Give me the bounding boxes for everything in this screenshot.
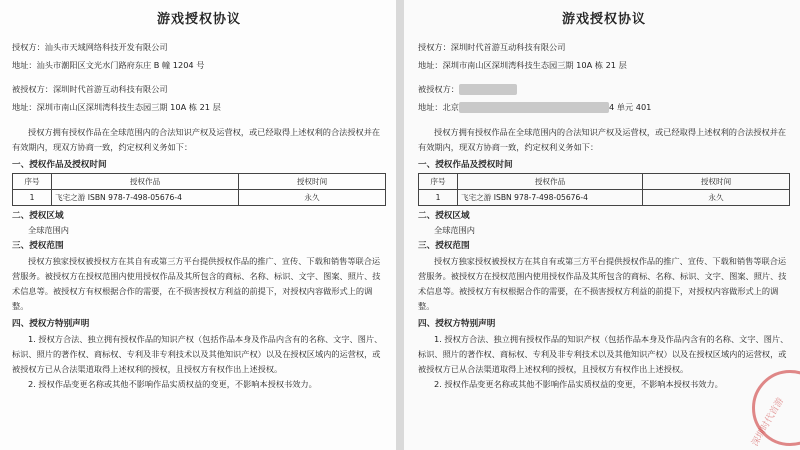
scope-paragraph: 授权方独家授权被授权方在其自有或第三方平台提供授权作品的推广、宣传、下载和销售等联合运营服务。被授权方在授权范围内使用授权作品及其所包含的商标、名称、标识、文字、图案、照片、技术信息等。被授权方有权根据合作的需要，在不损害授权方利益的前提下，对授权内容做形式上的调整。 (418, 256, 787, 311)
table-header-cell: 授权时间 (643, 174, 790, 190)
section-1-heading: 一、授权作品及授权时间 (418, 160, 513, 170)
table-cell: 飞宅之游 ISBN 978-7-498-05676-4 (458, 190, 643, 206)
licensor-address: 地址：汕头市潮阳区文光水门路府东庄 B 幢 1204 号 (12, 60, 205, 70)
licensor-line: 授权方：深圳时代首游互动科技有限公司 (418, 42, 566, 52)
table-row (419, 190, 790, 206)
document-title: 游戏授权协议 (561, 12, 646, 27)
authorization-table (12, 173, 386, 206)
document-title: 游戏授权协议 (156, 12, 241, 27)
redaction-blur (459, 102, 609, 113)
table-cell: 飞宅之游 ISBN 978-7-498-05676-4 (52, 190, 239, 206)
table-header-cell: 序号 (419, 174, 458, 190)
region-text: 全球范围内 (28, 225, 69, 235)
table-cell: 永久 (643, 190, 790, 206)
table-header-row (419, 174, 790, 190)
declaration-1: 1. 授权方合法、独立拥有授权作品的知识产权（包括作品本身及作品内含有的名称、文字、图片、标识、照片的著作权、商标权、专利及非专利技术以及其他知识产权）以及在授权区域内的运营权，或被授权方已从合法渠道取得上述权利的授权，且授权方有权作出上述授权。 (418, 334, 789, 374)
table-row (13, 190, 386, 206)
section-3-heading: 三、授权范围 (12, 241, 64, 251)
table-header-cell: 序号 (13, 174, 52, 190)
licensor-line: 授权方：汕头市天域网络科技开发有限公司 (12, 42, 168, 52)
left-document-page (0, 0, 396, 450)
licensee-label: 被授权方： (418, 84, 459, 94)
table-header-cell: 授权时间 (239, 174, 386, 190)
intro-paragraph: 授权方拥有授权作品在全球范围内的合法知识产权及运营权，或已经取得上述权利的合法授权并在有效期内，现双方协商一致，约定权利义务如下： (418, 127, 787, 152)
section-3-heading: 三、授权范围 (418, 241, 470, 251)
scope-paragraph: 授权方独家授权被授权方在其自有或第三方平台提供授权作品的推广、宣传、下载和销售等联合运营服务。被授权方在授权范围内使用授权作品及其所包含的商标、名称、标识、文字、图案、照片、技术信息等。被授权方有权根据合作的需要，在不损害授权方利益的前提下，对授权内容做形式上的调整。 (12, 256, 381, 311)
table-cell: 永久 (239, 190, 386, 206)
licensee-line: 被授权方：深圳时代首游互动科技有限公司 (12, 84, 168, 94)
section-1-heading: 一、授权作品及授权时间 (12, 160, 107, 170)
seal-text: 深圳时代首游 (750, 396, 787, 449)
declaration-2: 2. 授权作品变更名称或其他不影响作品实质权益的变更，不影响本授权书效力。 (434, 379, 723, 389)
licensee-line (418, 83, 790, 95)
licensee-address-suffix: 4 单元 401 (608, 102, 652, 112)
licensee-address-prefix: 地址：北京 (418, 102, 459, 112)
section-4-heading: 四、授权方特别声明 (12, 319, 90, 329)
licensee-address: 地址：深圳市南山区深圳湾科技生态园三期 10A 栋 21 层 (12, 102, 221, 112)
right-document-page (404, 0, 800, 450)
licensee-address (418, 101, 790, 113)
intro-paragraph: 授权方拥有授权作品在全球范围内的合法知识产权及运营权，或已经取得上述权利的合法授权并在有效期内，现双方协商一致，约定权利义务如下： (12, 127, 381, 152)
section-4-heading: 四、授权方特别声明 (418, 319, 496, 329)
licensor-address: 地址：深圳市南山区深圳湾科技生态园三期 10A 栋 21 层 (418, 60, 627, 70)
declaration-1: 1. 授权方合法、独立拥有授权作品的知识产权（包括作品本身及作品内含有的名称、文字、图片、标识、照片的著作权、商标权、专利及非专利技术以及其他知识产权）以及在授权区域内的运营权，或被授权方已从合法渠道取得上述权利的授权，且授权方有权作出上述授权。 (12, 334, 383, 374)
table-cell: 1 (419, 190, 458, 206)
table-cell: 1 (13, 190, 52, 206)
table-header-cell: 授权作品 (52, 174, 239, 190)
section-2-heading: 二、授权区域 (12, 211, 64, 221)
section-2-heading: 二、授权区域 (418, 211, 470, 221)
redaction-blur (459, 84, 517, 95)
table-header-row (13, 174, 386, 190)
declaration-2: 2. 授权作品变更名称或其他不影响作品实质权益的变更，不影响本授权书效力。 (28, 379, 317, 389)
table-header-cell: 授权作品 (458, 174, 643, 190)
region-text: 全球范围内 (434, 225, 475, 235)
authorization-table (418, 173, 790, 206)
